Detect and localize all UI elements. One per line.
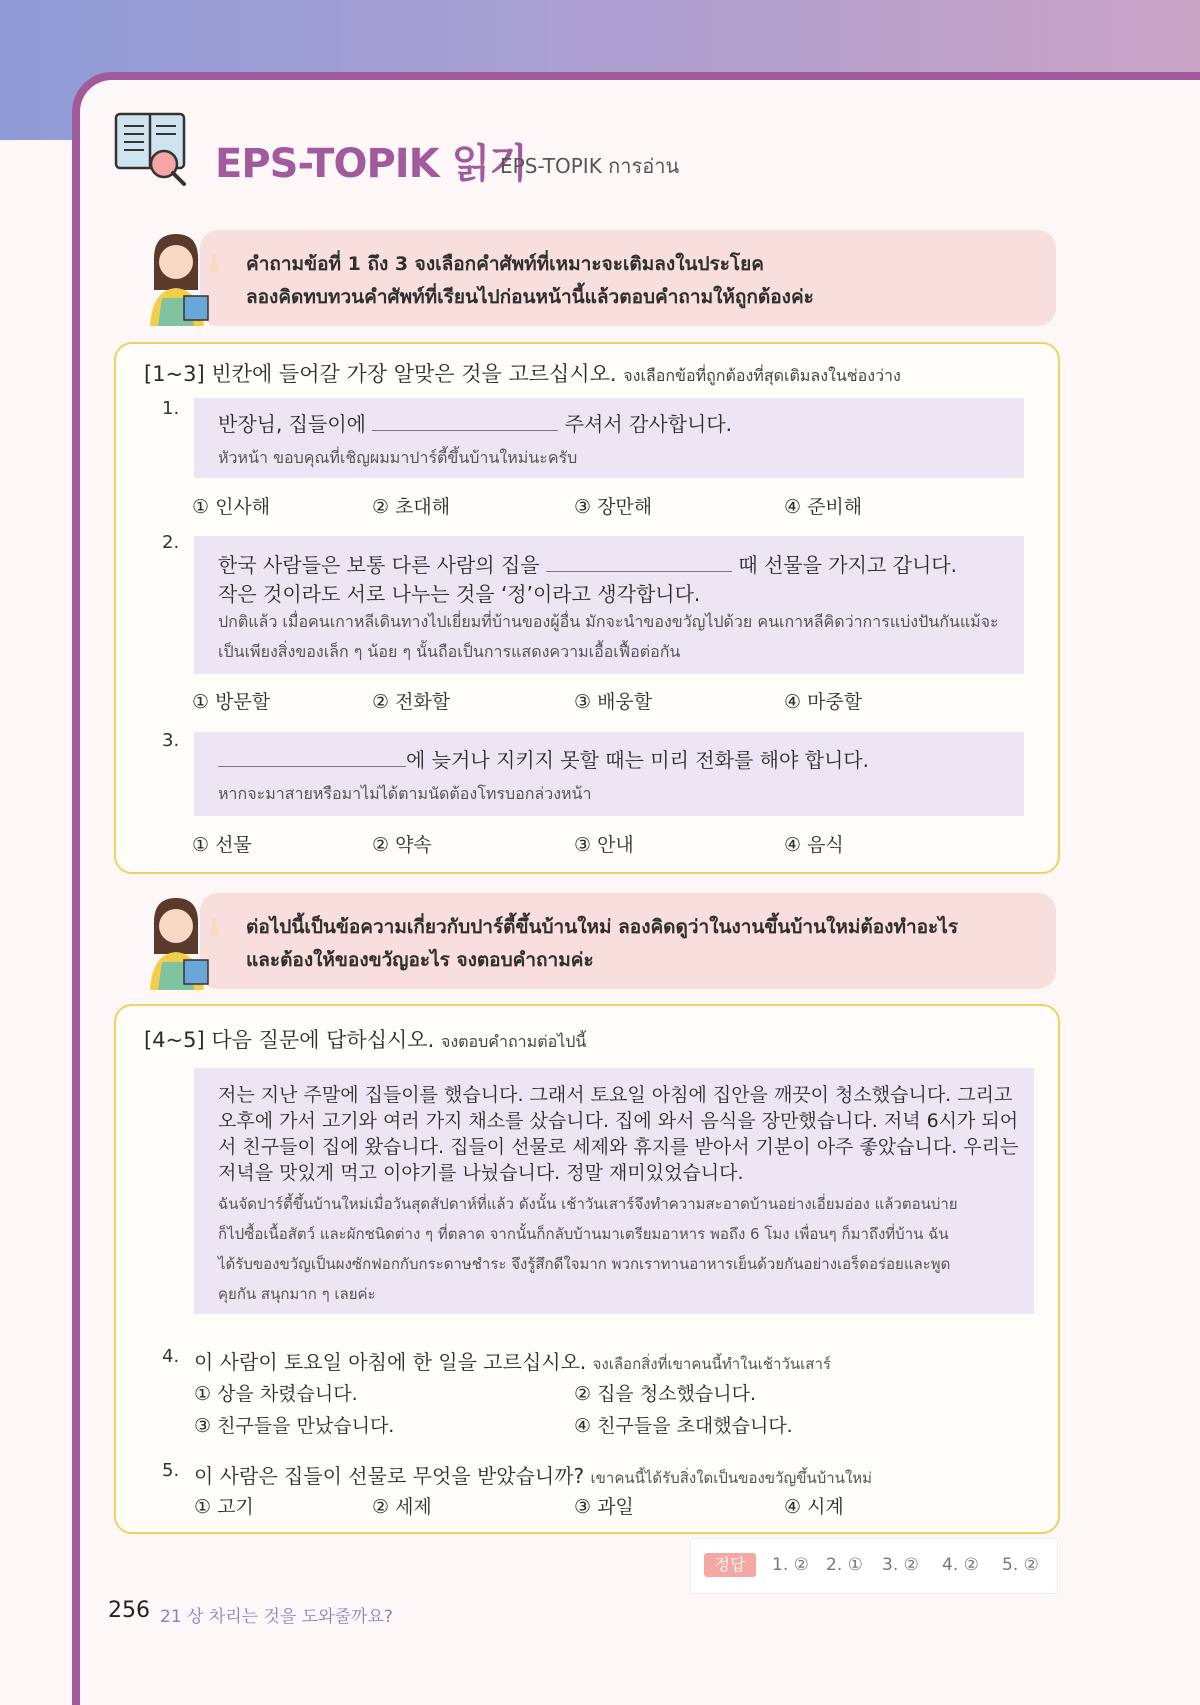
- question-1-translation: หัวหน้า ขอบคุณที่เชิญผมมาปาร์ตี้ขึ้นบ้านใหม่นะครับ: [218, 448, 578, 467]
- passage-line: 서 친구들이 집에 왔습니다. 집들이 선물로 세제와 휴지를 받아서 기분이 아주 좋았습니다. 우리는: [218, 1136, 1019, 1158]
- question-2-sentence-line2: 작은 것이라도 서로 나누는 것을 ‘정’이라고 생각합니다.: [218, 582, 701, 606]
- option-3[interactable]: ③ 친구들을 만났습니다.: [194, 1415, 395, 1437]
- passage-line: 저는 지난 주말에 집들이를 했습니다. 그래서 토요일 아침에 집안을 깨끗이 청소했습니다. 그리고: [218, 1084, 1013, 1106]
- passage-line: 저녁을 맛있게 먹고 이야기를 나눴습니다. 정말 재미있었습니다.: [218, 1162, 744, 1184]
- q1-text-after: 주셔서 감사합니다.: [564, 412, 732, 436]
- answer-key-label: 정답: [704, 1553, 756, 1577]
- answer-blank: [546, 553, 732, 572]
- option-1[interactable]: ① 인사해: [192, 496, 271, 518]
- question-number: 5.: [162, 1460, 180, 1481]
- option-1[interactable]: ① 선물: [192, 834, 252, 856]
- chapter-title: 21 상 차리는 것을 도와줄까요?: [160, 1607, 393, 1627]
- q2-text-before: 한국 사람들은 보통 다른 사람의 집을: [218, 553, 540, 577]
- book-magnifier-icon: [112, 108, 192, 188]
- passage-translation-line: ได้รับของขวัญเป็นผงซักฟอกกับกระดาษชำระ จึงรู้สึกดีใจมาก พวกเราทานอาหารเย็นด้วยกันอย่างเอร็ดอร่อยและพูด: [218, 1255, 951, 1273]
- option-3[interactable]: ③ 장만해: [574, 496, 653, 518]
- option-3[interactable]: ③ 배웅할: [574, 691, 653, 713]
- option-2[interactable]: ② 집을 청소했습니다.: [574, 1383, 756, 1405]
- option-3[interactable]: ③ 안내: [574, 834, 634, 856]
- q3-text-after: 에 늦거나 지키지 못할 때는 미리 전화를 해야 합니다.: [406, 748, 869, 772]
- question-number: 3.: [162, 730, 180, 751]
- answer-blank: [372, 412, 558, 431]
- answer-item: 5. ②: [1002, 1555, 1039, 1575]
- answer-blank: [218, 748, 406, 767]
- answer-item: 3. ②: [882, 1555, 919, 1575]
- option-1[interactable]: ① 방문할: [192, 691, 271, 713]
- passage-translation-line: คุยกัน สนุกมาก ๆ เลยค่ะ: [218, 1285, 376, 1303]
- q4-text: 이 사람이 토요일 아침에 한 일을 고르십시오.: [194, 1350, 587, 1374]
- teacher-illustration: [140, 892, 232, 990]
- box1-heading-ko: [1~3] 빈칸에 들어갈 가장 알맞은 것을 고르십시오.: [144, 362, 617, 386]
- option-4[interactable]: ④ 친구들을 초대했습니다.: [574, 1415, 793, 1437]
- option-2[interactable]: ② 약속: [372, 834, 432, 856]
- option-1[interactable]: ① 상을 차렸습니다.: [194, 1383, 358, 1405]
- section-title: EPS-TOPIK 읽기: [215, 141, 527, 187]
- q4-translation: จงเลือกสิ่งที่เขาคนนี้ทำในเช้าวันเสาร์: [592, 1355, 831, 1373]
- option-4[interactable]: ④ 마중할: [784, 691, 863, 713]
- question-5-prompt: [194, 1460, 872, 1490]
- option-4[interactable]: ④ 시계: [784, 1496, 844, 1518]
- passage-line: 오후에 가서 고기와 여러 가지 채소를 샀습니다. 집에 와서 음식을 장만했습니다. 저녁 6시가 되어: [218, 1110, 1019, 1132]
- question-2-translation-line2: เป็นเพียงสิ่งของเล็ก ๆ น้อย ๆ นั้นถือเป็นการแสดงความเอื้อเฟื้อต่อกัน: [218, 642, 681, 661]
- option-1[interactable]: ① 고기: [194, 1496, 254, 1518]
- question-number: 2.: [162, 532, 180, 553]
- q5-translation: เขาคนนี้ได้รับสิ่งใดเป็นของขวัญขึ้นบ้านใหม่: [590, 1469, 873, 1487]
- option-4[interactable]: ④ 준비해: [784, 496, 863, 518]
- q1-text-before: 반장님, 집들이에: [218, 412, 366, 436]
- page-number: 256: [108, 1598, 150, 1623]
- box2-heading-th: จงตอบคำถามต่อไปนี้: [440, 1032, 587, 1051]
- q5-text: 이 사람은 집들이 선물로 무엇을 받았습니까?: [194, 1464, 585, 1488]
- teacher-illustration: [140, 228, 232, 326]
- question-3-translation: หากจะมาสายหรือมาไม่ได้ตามนัดต้องโทรบอกล่วงหน้า: [218, 784, 592, 803]
- instruction-1-line1: คำถามข้อที่ 1 ถึง 3 จงเลือกคำศัพท์ที่เหมาะจะเติมลงในประโยค: [246, 253, 764, 275]
- option-2[interactable]: ② 세제: [372, 1496, 432, 1518]
- option-3[interactable]: ③ 과일: [574, 1496, 634, 1518]
- box2-heading: [144, 1024, 586, 1055]
- question-2-sentence: [218, 549, 957, 578]
- instruction-2-line1: ต่อไปนี้เป็นข้อความเกี่ยวกับปาร์ตี้ขึ้นบ้านใหม่ ลองคิดดูว่าในงานขึ้นบ้านใหม่ต้องทำอะไร: [246, 916, 959, 938]
- option-4[interactable]: ④ 음식: [784, 834, 844, 856]
- passage-translation-line: ก็ไปซื้อเนื้อสัตว์ และผักชนิดต่าง ๆ ที่ตลาด จากนั้นก็กลับบ้านมาเตรียมอาหาร พอถึง 6 โมง เพื่อนๆ ก็มาถึงที่บ้าน ฉัน: [218, 1225, 949, 1243]
- option-2[interactable]: ② 초대해: [372, 496, 451, 518]
- passage-translation-line: ฉันจัดปาร์ตี้ขึ้นบ้านใหม่เมื่อวันสุดสัปดาห์ที่แล้ว ดังนั้น เช้าวันเสาร์จึงทำความสะอาดบ้านอย่างเอี่ยมอ่อง แล้วตอนบ่าย: [218, 1195, 958, 1213]
- section-subtitle: EPS-TOPIK การอ่าน: [500, 154, 680, 178]
- answer-item: 4. ②: [942, 1555, 979, 1575]
- box1-heading-th: จงเลือกข้อที่ถูกต้องที่สุดเติมลงในช่องว่าง: [623, 366, 901, 385]
- question-1-sentence: [218, 408, 732, 437]
- answer-item: 2. ①: [826, 1555, 863, 1575]
- question-2-translation: ปกติแล้ว เมื่อคนเกาหลีเดินทางไปเยี่ยมที่บ้านของผู้อื่น มักจะนำของขวัญไปด้วย คนเกาหลีคิดว่าการแบ่งปันกันแม้จะ: [218, 612, 999, 631]
- q2-text-after: 때 선물을 가지고 갑니다.: [738, 553, 957, 577]
- question-number: 1.: [162, 398, 180, 419]
- option-2[interactable]: ② 전화할: [372, 691, 451, 713]
- answer-item: 1. ②: [772, 1555, 809, 1575]
- question-number: 4.: [162, 1346, 180, 1367]
- box2-heading-ko: [4~5] 다음 질문에 답하십시오.: [144, 1028, 435, 1052]
- box1-heading: [144, 358, 901, 389]
- question-3-sentence: [218, 744, 869, 773]
- question-4-prompt: [194, 1346, 831, 1376]
- instruction-2-line2: และต้องให้ของขวัญอะไร จงตอบคำถามค่ะ: [246, 949, 594, 971]
- instruction-1-line2: ลองคิดทบทวนคำศัพท์ที่เรียนไปก่อนหน้านี้แล้วตอบคำถามให้ถูกต้องค่ะ: [246, 286, 814, 308]
